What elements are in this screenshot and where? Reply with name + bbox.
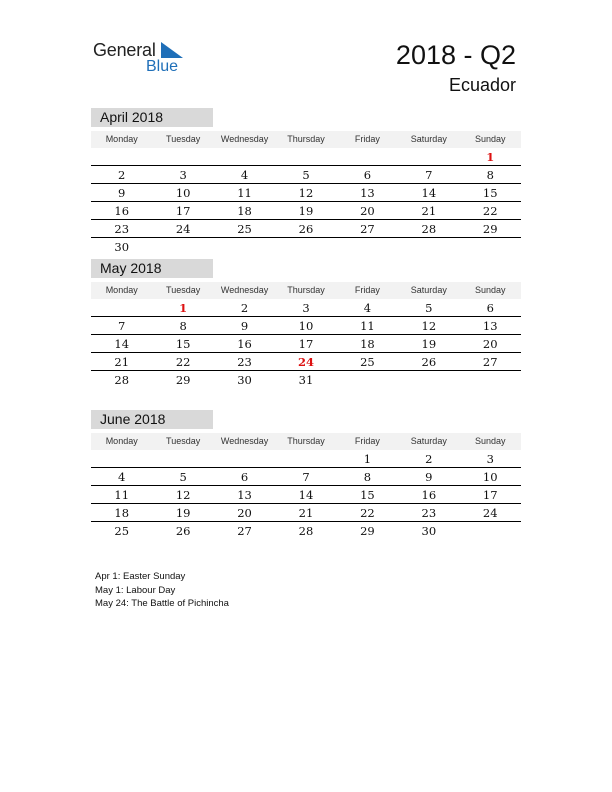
weekday-header: Friday bbox=[354, 436, 380, 446]
week-row bbox=[91, 166, 521, 184]
weekday-header: Sunday bbox=[474, 285, 506, 295]
weekday-header: Thursday bbox=[287, 134, 325, 144]
day-cell: 18 bbox=[360, 337, 375, 351]
day-cell: 30 bbox=[421, 524, 437, 538]
weekday-header: Saturday bbox=[410, 436, 447, 446]
day-cell: 8 bbox=[486, 168, 494, 182]
day-cell: 12 bbox=[421, 319, 437, 333]
month-april bbox=[91, 108, 521, 256]
day-cell: 5 bbox=[425, 301, 433, 315]
day-cell: 16 bbox=[114, 204, 130, 218]
day-cell: 14 bbox=[114, 337, 130, 351]
day-cell: 6 bbox=[240, 470, 249, 484]
day-cell: 10 bbox=[298, 319, 314, 333]
day-cell bbox=[398, 148, 459, 165]
day-cell: 2 bbox=[118, 168, 126, 182]
page-title: 2018 - Q2 bbox=[395, 40, 516, 70]
day-cell: 24 bbox=[297, 355, 314, 369]
day-cell bbox=[275, 238, 336, 256]
day-cell: 2 bbox=[425, 452, 433, 466]
weekday-header: Saturday bbox=[410, 285, 447, 295]
logo-general-text: General bbox=[93, 40, 156, 60]
day-cell bbox=[152, 238, 213, 256]
day-cell: 2 bbox=[240, 301, 249, 315]
day-cell: 3 bbox=[302, 301, 310, 315]
day-cell: 18 bbox=[237, 204, 252, 218]
weekday-header: Friday bbox=[354, 134, 380, 144]
week-row bbox=[91, 299, 521, 317]
day-cell bbox=[460, 522, 521, 540]
weekday-header: Wednesday bbox=[220, 134, 269, 144]
day-cell: 12 bbox=[298, 186, 314, 200]
day-cell bbox=[337, 238, 398, 256]
weekday-header-row bbox=[91, 433, 521, 450]
day-cell: 26 bbox=[421, 355, 437, 369]
day-cell: 24 bbox=[175, 222, 191, 236]
country-name: Ecuador bbox=[448, 75, 516, 95]
day-cell: 8 bbox=[363, 470, 372, 484]
day-cell: 15 bbox=[175, 337, 191, 351]
day-cell: 5 bbox=[179, 470, 187, 484]
day-cell: 23 bbox=[421, 506, 437, 520]
day-cell bbox=[152, 148, 213, 165]
week-row bbox=[91, 317, 521, 335]
day-cell bbox=[275, 148, 336, 165]
week-row bbox=[91, 486, 521, 504]
weekday-header: Thursday bbox=[287, 285, 325, 295]
day-cell: 10 bbox=[175, 186, 191, 200]
month-label: April 2018 bbox=[91, 108, 213, 127]
day-cell: 20 bbox=[237, 506, 252, 520]
day-cell bbox=[337, 148, 398, 165]
day-cell: 24 bbox=[482, 506, 498, 520]
weekday-header-row bbox=[91, 131, 521, 148]
weekday-header: Sunday bbox=[474, 436, 506, 446]
day-cell: 28 bbox=[298, 524, 314, 538]
day-cell: 28 bbox=[421, 222, 437, 236]
day-cell: 15 bbox=[482, 186, 498, 200]
day-cell: 21 bbox=[114, 355, 130, 369]
weekday-header-row bbox=[91, 282, 521, 299]
day-cell: 30 bbox=[114, 240, 130, 254]
day-cell: 6 bbox=[363, 168, 372, 182]
day-cell: 19 bbox=[298, 204, 314, 218]
day-cell: 23 bbox=[237, 355, 252, 369]
weekday-header: Thursday bbox=[287, 436, 325, 446]
week-row bbox=[91, 504, 521, 522]
weekday-header: Tuesday bbox=[166, 285, 201, 295]
day-cell: 18 bbox=[114, 506, 130, 520]
weekday-header: Wednesday bbox=[220, 285, 269, 295]
month-may bbox=[91, 259, 521, 389]
day-cell: 1 bbox=[179, 301, 188, 315]
day-cell: 7 bbox=[118, 319, 126, 333]
day-cell: 13 bbox=[360, 186, 375, 200]
week-row bbox=[91, 238, 521, 256]
day-cell: 29 bbox=[482, 222, 498, 236]
day-cell: 1 bbox=[486, 150, 495, 164]
day-cell: 28 bbox=[114, 373, 130, 387]
day-cell: 22 bbox=[482, 204, 498, 218]
day-cell: 26 bbox=[175, 524, 191, 538]
day-cell: 25 bbox=[114, 524, 130, 538]
weekday-header: Tuesday bbox=[166, 134, 201, 144]
day-cell: 14 bbox=[421, 186, 437, 200]
day-cell bbox=[91, 450, 152, 467]
logo-blue-text: Blue bbox=[146, 58, 179, 75]
day-cell: 25 bbox=[360, 355, 375, 369]
day-cell: 25 bbox=[237, 222, 252, 236]
holiday-note: Apr 1: Easter Sunday bbox=[95, 571, 186, 582]
day-cell: 13 bbox=[482, 319, 498, 333]
weekday-header: Friday bbox=[354, 285, 380, 295]
day-cell: 30 bbox=[237, 373, 252, 387]
day-cell bbox=[398, 238, 459, 256]
day-cell: 27 bbox=[360, 222, 375, 236]
day-cell bbox=[91, 299, 152, 316]
day-cell bbox=[214, 148, 275, 165]
day-cell: 15 bbox=[360, 488, 375, 502]
day-cell bbox=[460, 238, 521, 256]
day-cell bbox=[214, 238, 275, 256]
day-cell: 20 bbox=[482, 337, 498, 351]
weekday-header: Saturday bbox=[410, 134, 447, 144]
day-cell: 3 bbox=[179, 168, 187, 182]
day-cell: 7 bbox=[425, 168, 433, 182]
day-cell: 9 bbox=[240, 319, 249, 333]
day-cell: 29 bbox=[360, 524, 375, 538]
logo bbox=[93, 40, 193, 80]
holiday-note: May 1: Labour Day bbox=[95, 584, 176, 596]
day-cell: 9 bbox=[118, 186, 126, 200]
day-cell: 22 bbox=[360, 506, 375, 520]
month-label: May 2018 bbox=[91, 259, 213, 278]
day-cell bbox=[214, 450, 275, 467]
day-cell: 11 bbox=[237, 186, 252, 200]
month-june bbox=[91, 410, 521, 540]
day-cell: 23 bbox=[114, 222, 130, 236]
day-cell: 4 bbox=[118, 470, 126, 484]
day-cell bbox=[337, 371, 398, 389]
week-row bbox=[91, 220, 521, 238]
day-cell: 19 bbox=[421, 337, 437, 351]
day-cell: 27 bbox=[482, 355, 498, 369]
day-cell: 14 bbox=[298, 488, 314, 502]
day-cell: 4 bbox=[363, 301, 372, 315]
holiday-note: May 24: The Battle of Pichincha bbox=[95, 598, 229, 609]
day-cell: 13 bbox=[237, 488, 252, 502]
day-cell: 11 bbox=[360, 319, 375, 333]
day-cell: 26 bbox=[298, 222, 314, 236]
week-row bbox=[91, 148, 521, 166]
day-cell bbox=[275, 450, 336, 467]
day-cell: 21 bbox=[298, 506, 314, 520]
day-cell: 5 bbox=[302, 168, 310, 182]
weekday-header: Monday bbox=[105, 134, 138, 144]
day-cell: 21 bbox=[421, 204, 437, 218]
weekday-header: Sunday bbox=[474, 134, 506, 144]
day-cell: 10 bbox=[482, 470, 498, 484]
week-row bbox=[91, 184, 521, 202]
day-cell bbox=[91, 148, 152, 165]
day-cell bbox=[152, 450, 213, 467]
day-cell: 3 bbox=[486, 452, 494, 466]
weekday-header: Tuesday bbox=[166, 436, 201, 446]
day-cell: 7 bbox=[302, 470, 310, 484]
day-cell: 12 bbox=[175, 488, 191, 502]
day-cell: 6 bbox=[486, 301, 494, 315]
week-row bbox=[91, 468, 521, 486]
day-cell: 17 bbox=[482, 488, 498, 502]
day-cell: 11 bbox=[114, 488, 130, 502]
week-row bbox=[91, 353, 521, 371]
day-cell: 1 bbox=[363, 452, 372, 466]
day-cell bbox=[398, 371, 459, 389]
weekday-header: Wednesday bbox=[220, 436, 269, 446]
day-cell: 17 bbox=[298, 337, 314, 351]
weekday-header: Monday bbox=[105, 285, 138, 295]
day-cell: 8 bbox=[179, 319, 187, 333]
day-cell: 9 bbox=[425, 470, 433, 484]
day-cell: 22 bbox=[175, 355, 191, 369]
day-cell: 20 bbox=[360, 204, 375, 218]
week-row bbox=[91, 202, 521, 220]
holiday-notes bbox=[95, 570, 229, 611]
week-row bbox=[91, 450, 521, 468]
month-label: June 2018 bbox=[91, 410, 213, 429]
week-row bbox=[91, 522, 521, 540]
logo-flag-icon bbox=[161, 42, 183, 58]
week-row bbox=[91, 335, 521, 353]
day-cell bbox=[460, 371, 521, 389]
day-cell: 17 bbox=[175, 204, 191, 218]
day-cell: 16 bbox=[421, 488, 437, 502]
day-cell: 31 bbox=[298, 373, 314, 387]
day-cell: 4 bbox=[240, 168, 249, 182]
day-cell: 29 bbox=[175, 373, 191, 387]
weekday-header: Monday bbox=[105, 436, 138, 446]
week-row bbox=[91, 371, 521, 389]
day-cell: 27 bbox=[237, 524, 252, 538]
day-cell: 16 bbox=[237, 337, 252, 351]
day-cell: 19 bbox=[175, 506, 191, 520]
